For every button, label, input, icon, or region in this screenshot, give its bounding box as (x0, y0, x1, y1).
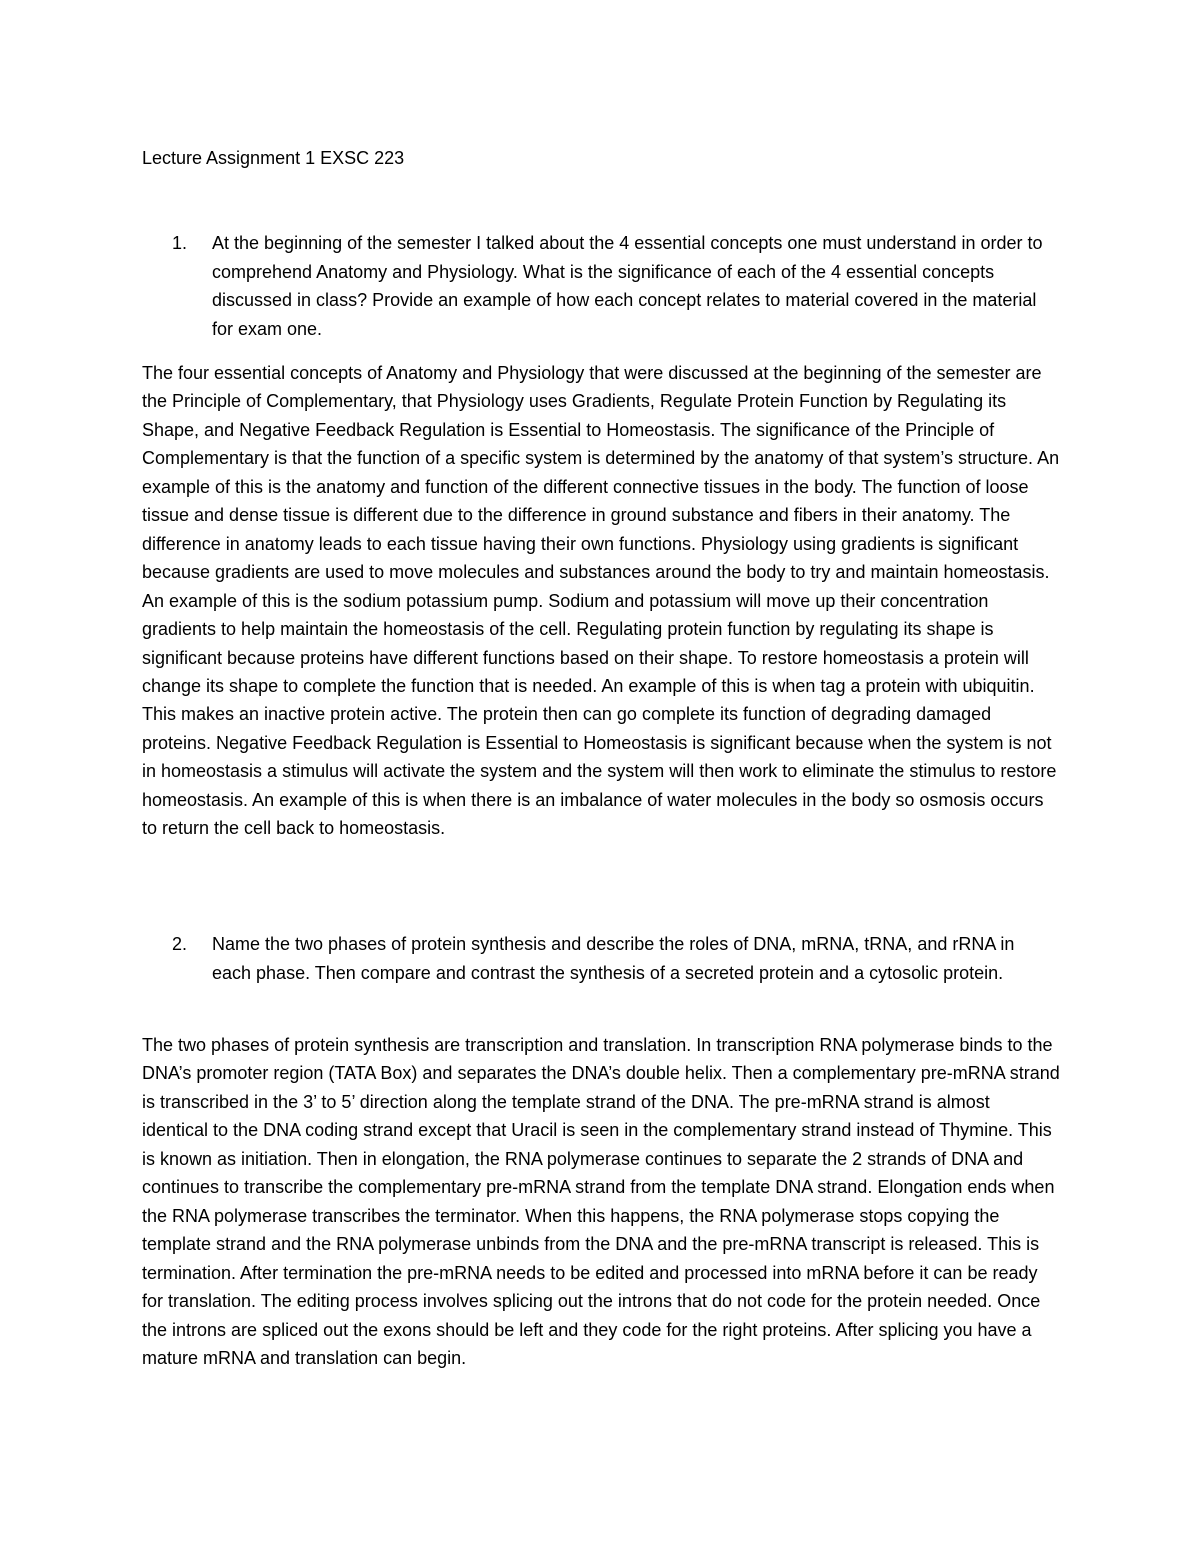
question-1 (142, 229, 1062, 343)
answer-1: The four essential concepts of Anatomy and Physiology that were discussed at the beginning of the semester are the Principle of Complementary, that Physiology uses Gradients, Regulate Protein Function by Regulating its Shape, and Negative Feedback Regulation is Essential to Homeostasis. The significance of the Principle of Complementary is that the function of a specific system is determined by the anatomy of that system’s structure. An example of this is the anatomy and function of the different connective tissues in the body. The function of loose tissue and dense tissue is different due to the difference in ground substance and fibers in their anatomy. The difference in anatomy leads to each tissue having their own functions. Physiology using gradients is significant because gradients are used to move molecules and substances around the body to try and maintain homeostasis. An example of this is the sodium potassium pump. Sodium and potassium will move up their concentration gradients to help maintain the homeostasis of the cell. Regulating protein function by regulating its shape is significant because proteins have different functions based on their shape. To restore homeostasis a protein will change its shape to complete the function that is needed. An example of this is when tag a protein with ubiquitin. This makes an inactive protein active. The protein then can go complete its function of degrading damaged proteins. Negative Feedback Regulation is Essential to Homeostasis is significant because when the system is not in homeostasis a stimulus will activate the system and the system will then work to eliminate the stimulus to restore homeostasis. An example of this is when there is an imbalance of water molecules in the body so osmosis occurs to return the cell back to homeostasis. (142, 363, 1060, 839)
question-prompt: Name the two phases of protein synthesis and describe the roles of DNA, mRNA, tRNA, and rRNA in each phase. Then compare and contrast the synthesis of a secreted protein and a cytosolic protein. (212, 934, 1015, 983)
question-2 (142, 930, 1062, 987)
document-title: Lecture Assignment 1 EXSC 223 (142, 148, 405, 168)
question-number: 1. (172, 233, 188, 253)
question-number: 2. (172, 934, 188, 954)
answer-2: The two phases of protein synthesis are transcription and translation. In transcription RNA polymerase binds to the DNA’s promoter region (TATA Box) and separates the DNA’s double helix. Then a complementary pre-mRNA strand is transcribed in the 3’ to 5’ direction along the template strand of the DNA. The pre-mRNA strand is almost identical to the DNA coding strand except that Uracil is seen in the complementary strand instead of Thymine. This is known as initiation. Then in elongation, the RNA polymerase continues to separate the 2 strands of DNA and continues to transcribe the complementary pre-mRNA strand from the template DNA strand. Elongation ends when the RNA polymerase transcribes the terminator. When this happens, the RNA polymerase stops copying the template strand and the RNA polymerase unbinds from the DNA and the pre-mRNA transcript is released. This is termination. After termination the pre-mRNA needs to be edited and processed into mRNA before it can be ready for translation. The editing process involves splicing out the introns that do not code for the protein needed. Once the introns are spliced out the exons should be left and they code for the right proteins. After splicing you have a mature mRNA and translation can begin. (142, 1035, 1060, 1368)
question-prompt: At the beginning of the semester I talked about the 4 essential concepts one must understand in order to comprehend Anatomy and Physiology. What is the significance of each of the 4 essential concepts discussed in class? Provide an example of how each concept relates to material covered in the material for exam one. (212, 233, 1043, 339)
